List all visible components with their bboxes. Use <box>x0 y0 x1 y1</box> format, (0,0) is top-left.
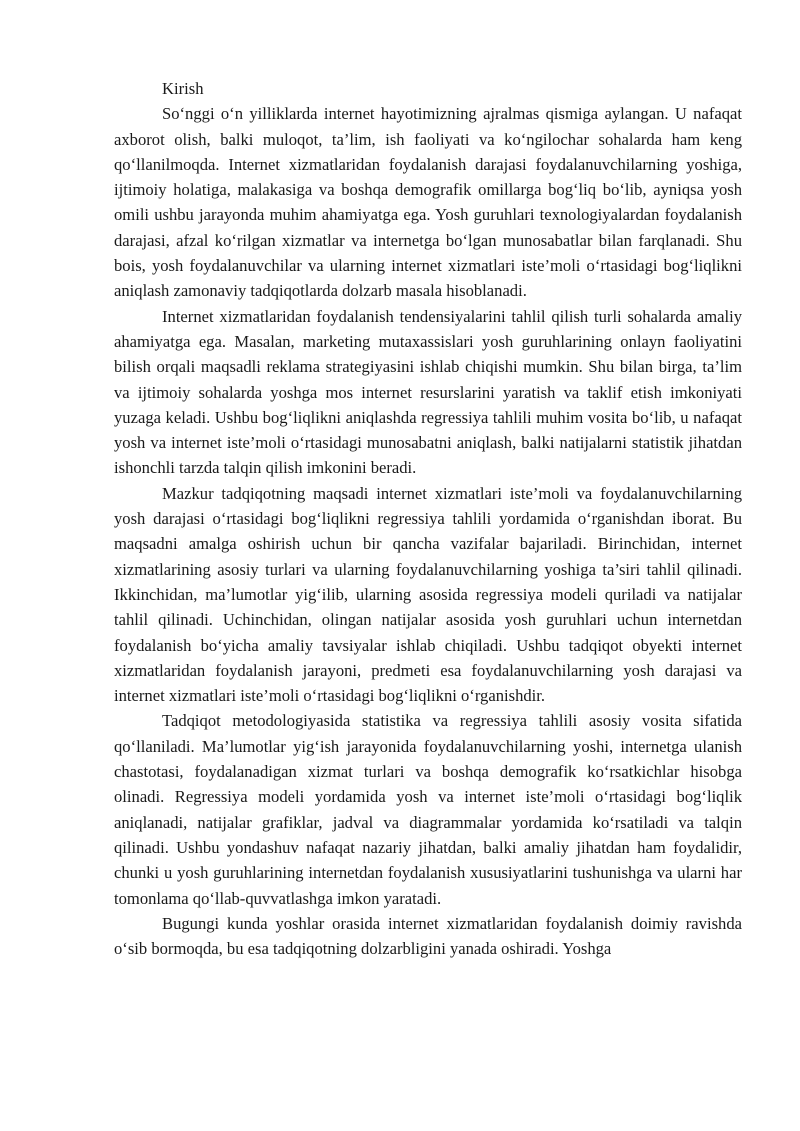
document-page <box>114 76 742 961</box>
paragraph-1: So‘nggi o‘n yilliklarda internet hayotimizning ajralmas qismiga aylangan. U nafaqat axborot olish, balki muloqot, ta’lim, ish faoliyati va ko‘ngilochar sohalarda ham keng qo‘llanilmoqda. Internet xizmatlaridan foydalanish darajasi foydalanuvchilarning yoshiga, ijtimoiy holatiga, malakasiga va boshqa demografik omillarga bog‘liq bo‘lib, ayniqsa yosh omili ushbu jarayonda muhim ahamiyatga ega. Yosh guruhlari texnologiyalardan foydalanish darajasi, afzal ko‘rilgan xizmatlar va internetga bo‘lgan munosabatlar bilan farqlanadi. Shu bois, yosh foydalanuvchilar va ularning internet xizmatlari iste’moli o‘rtasidagi bog‘liqlikni aniqlash zamonaviy tadqiqotlarda dolzarb masala hisoblanadi. <box>114 104 742 301</box>
paragraph-3: Mazkur tadqiqotning maqsadi internet xizmatlari iste’moli va foydalanuvchilarning yosh darajasi o‘rtasidagi bog‘liqlikni regressiya tahlili yordamida o‘rganishdan iborat. Bu maqsadni amalga oshirish uchun bir qancha vazifalar bajariladi. Birinchidan, internet xizmatlarining asosiy turlari va ularning foydalanuvchilarning yoshiga ta’siri tahlil qilinadi. Ikkinchidan, ma’lumotlar yig‘ilib, ularning asosida regressiya modeli quriladi va natijalar tahlil qilinadi. Uchinchidan, olingan natijalar asosida yosh guruhlari uchun internetdan foydalanish bo‘yicha amaliy tavsiyalar ishlab chiqiladi. Ushbu tadqiqot obyekti internet xizmatlaridan foydalanish jarayoni, predmeti esa foydalanuvchilarning yosh darajasi va internet xizmatlari iste’moli o‘rtasidagi bog‘liqlikni o‘rganishdir. <box>114 483 742 706</box>
paragraph-5: Bugungi kunda yoshlar orasida internet xizmatlaridan foydalanish doimiy ravishda o‘sib bormoqda, bu esa tadqiqotning dolzarbligini yanada oshiradi. Yoshga <box>114 913 742 959</box>
section-heading: Kirish <box>162 79 204 98</box>
paragraph-4: Tadqiqot metodologiyasida statistika va regressiya tahlili asosiy vosita sifatida qo‘llaniladi. Ma’lumotlar yig‘ish jarayonida foydalanuvchilarning yoshi, internetga ulanish chastotasi, foydalanadigan xizmat turlari va boshqa demografik ko‘rsatkichlar hisobga olinadi. Regressiya modeli yordamida yosh va internet iste’moli o‘rtasidagi bog‘liqlik aniqlanadi, natijalar grafiklar, jadval va diagrammalar yordamida ko‘rsatiladi va talqin qilinadi. Ushbu yondashuv nafaqat nazariy jihatdan, balki amaliy jihatdan ham foydalidir, chunki u yosh guruhlarining internetdan foydalanish xususiyatlarini tushunishga va ularni har tomonlama qo‘llab-quvvatlashga imkon yaratadi. <box>114 711 742 908</box>
paragraph-2: Internet xizmatlaridan foydalanish tendensiyalarini tahlil qilish turli sohalarda amaliy ahamiyatga ega. Masalan, marketing mutaxassislari yosh guruhlarining onlayn faoliyatini bilish orqali maqsadli reklama strategiyasini ishlab chiqishi mumkin. Shu bilan birga, ta’lim va ijtimoiy sohalarda yoshga mos internet resurslarini yaratish va taklif etish imkoniyati yuzaga keladi. Ushbu bog‘liqlikni aniqlashda regressiya tahlili muhim vosita bo‘lib, u nafaqat yosh va internet iste’moli o‘rtasidagi munosabatni aniqlash, balki natijalarni statistik jihatdan ishonchli tarzda talqin qilish imkonini beradi. <box>114 306 742 478</box>
